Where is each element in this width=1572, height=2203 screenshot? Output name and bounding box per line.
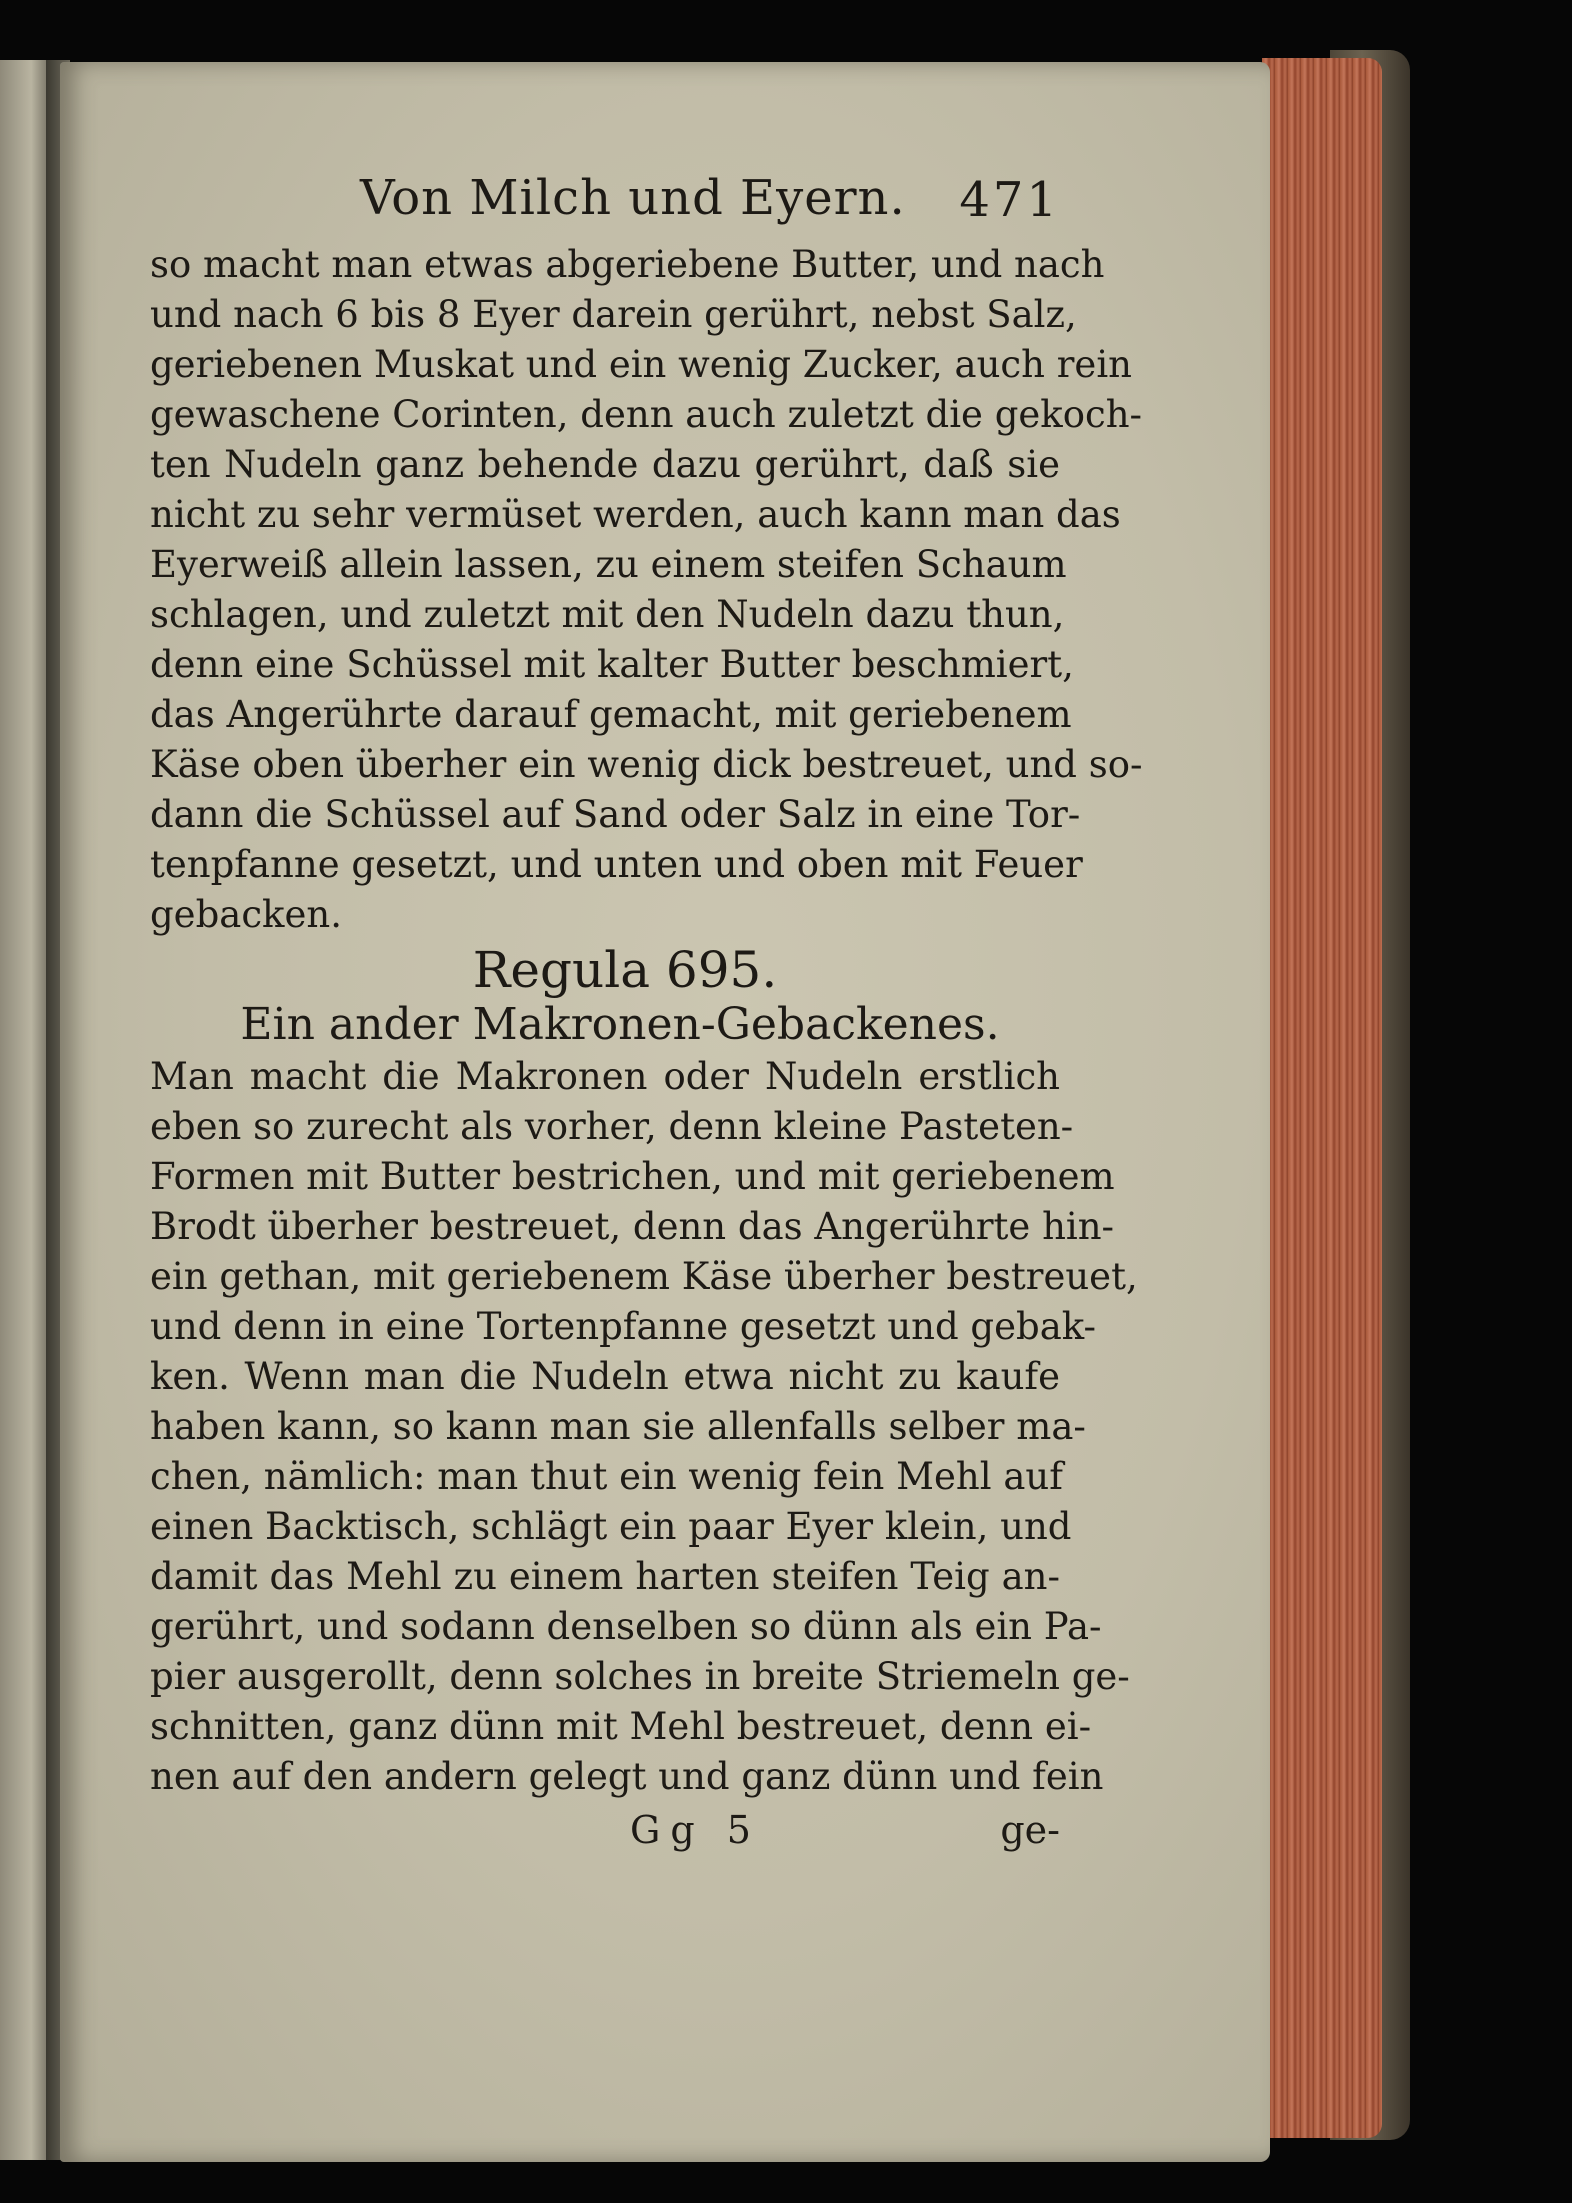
text-line: Käse oben überher ein wenig dick bestreuet, und so-: [150, 743, 1143, 786]
text-line: gerührt, und sodann denselben so dünn als ein Pa-: [150, 1605, 1102, 1648]
text-line: einen Backtisch, schlägt ein paar Eyer klein, und: [150, 1505, 1072, 1548]
text-line: haben kann, so kann man sie allenfalls selber ma-: [150, 1405, 1086, 1448]
recipe-title: Ein ander Makronen-Gebackenes.: [240, 999, 1000, 1050]
text-line: geriebenen Muskat und ein wenig Zucker, auch rein: [150, 343, 1132, 386]
catchword: ge-: [1000, 1808, 1060, 1852]
running-title: Von Milch und Eyern.: [360, 170, 906, 226]
page-number: 471: [959, 172, 1060, 228]
page-footer: [150, 1808, 1060, 1868]
text-line: so macht man etwas abgeriebene Butter, und nach: [150, 243, 1105, 286]
text-line: und denn in eine Tortenpfanne gesetzt und gebak-: [150, 1305, 1097, 1348]
text-line: damit das Mehl zu einem harten steifen Teig an-: [150, 1555, 1060, 1598]
text-line: ten Nudeln ganz behende dazu gerührt, daß sie: [150, 443, 1060, 486]
text-line: chen, nämlich: man thut ein wenig fein Mehl auf: [150, 1455, 1063, 1498]
text-line: tenpfanne gesetzt, und unten und oben mit Feuer: [150, 843, 1083, 886]
text-line: schnitten, ganz dünn mit Mehl bestreuet, denn ei-: [150, 1705, 1092, 1748]
body-recipe: [150, 1052, 1138, 1802]
text-line: denn eine Schüssel mit kalter Butter beschmiert,: [150, 643, 1074, 686]
text-line: Man macht die Makronen oder Nudeln erstlich: [150, 1055, 1060, 1098]
text-line: und nach 6 bis 8 Eyer darein gerührt, nebst Salz,: [150, 293, 1077, 336]
red-page-edges: [1262, 58, 1382, 2138]
text-line: eben so zurecht als vorher, denn kleine Pasteten-: [150, 1105, 1074, 1148]
regula-heading: Regula 695.: [472, 941, 778, 999]
body-top: [150, 240, 1143, 940]
text-line: gebacken.: [150, 893, 342, 936]
text-line: das Angerührte darauf gemacht, mit geriebenem: [150, 693, 1072, 736]
text-line: pier ausgerollt, denn solches in breite Striemeln ge-: [150, 1655, 1130, 1698]
page-content: [150, 170, 1143, 1868]
text-line: dann die Schüssel auf Sand oder Salz in eine Tor-: [150, 793, 1081, 836]
signature-mark: Gg 5: [630, 1808, 761, 1852]
text-line: Brodt überher bestreuet, denn das Angerührte hin-: [150, 1205, 1115, 1248]
running-head: [150, 170, 1060, 240]
text-line: nicht zu sehr vermüset werden, auch kann man das: [150, 493, 1121, 536]
text-line: ken. Wenn man die Nudeln etwa nicht zu kaufe: [150, 1355, 1060, 1398]
left-page-edge: [0, 60, 52, 2160]
text-line: Eyerweiß allein lassen, zu einem steifen Schaum: [150, 543, 1067, 586]
text-line: schlagen, und zuletzt mit den Nudeln dazu thun,: [150, 593, 1065, 636]
text-line: Formen mit Butter bestrichen, und mit geriebenem: [150, 1155, 1115, 1198]
text-line: nen auf den andern gelegt und ganz dünn und fein: [150, 1755, 1104, 1798]
text-line: gewaschene Corinten, denn auch zuletzt die gekoch-: [150, 393, 1143, 436]
text-line: ein gethan, mit geriebenem Käse überher bestreuet,: [150, 1255, 1138, 1298]
